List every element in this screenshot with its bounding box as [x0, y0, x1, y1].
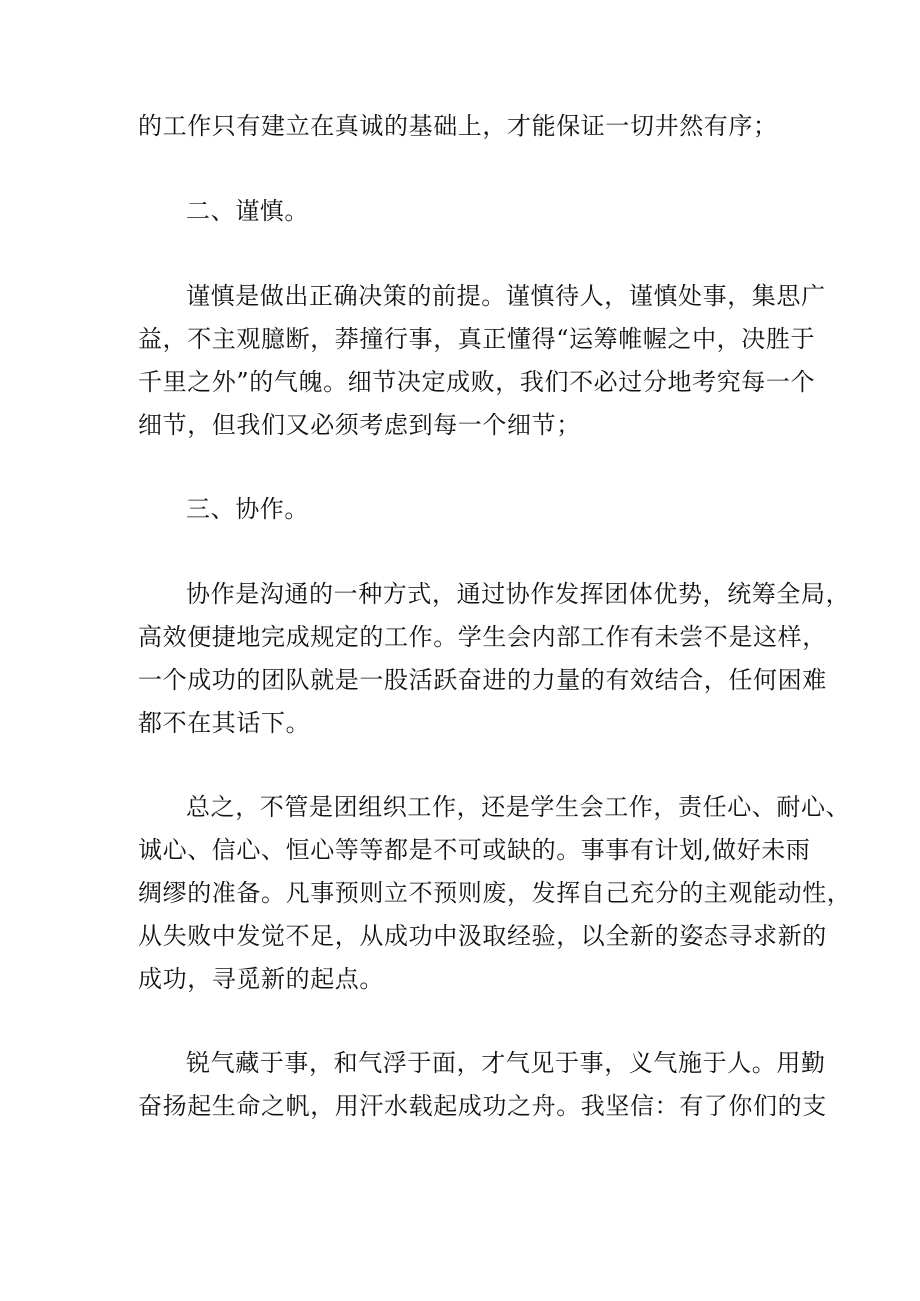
text-line: 协作是沟通的一种方式，通过协作发挥团体优势，统筹全局， — [186, 580, 851, 608]
text-line: 一个成功的团队就是一股活跃奋进的力量的有效结合，任何困难 — [138, 666, 827, 694]
text-line: 总之，不管是团组织工作，还是学生会工作，责任心、耐心、 — [186, 793, 851, 821]
text-line: 成功，寻觅新的起点。 — [138, 965, 384, 993]
text-line: 从失败中发觉不足，从成功中汲取经验，以全新的姿态寻求新的 — [138, 922, 827, 950]
text-line: 高效便捷地完成规定的工作。学生会内部工作有未尝不是这样， — [138, 623, 827, 651]
text-line: 千里之外”的气魄。细节决定成败，我们不必过分地考究每一个 — [138, 368, 816, 396]
text-line: 锐气藏于事，和气浮于面，才气见于事，义气施于人。用勤 — [186, 1049, 826, 1077]
text-line: 的工作只有建立在真诚的基础上，才能保证一切井然有序； — [138, 112, 778, 140]
text-line: 细节，但我们又必须考虑到每一个细节； — [138, 411, 581, 439]
text-line: 诚心、信心、恒心等等都是不可或缺的。事事有计划,做好未雨 — [138, 836, 811, 864]
text-line: 奋扬起生命之帆，用汗水载起成功之舟。我坚信：有了你们的支 — [138, 1092, 827, 1120]
section-heading: 二、谨慎。 — [186, 197, 309, 225]
text-line: 益，不主观臆断，莽撞行事，真正懂得“运筹帷幄之中，决胜于 — [138, 325, 816, 353]
section-heading: 三、协作。 — [186, 495, 309, 523]
text-line: 绸缪的准备。凡事预则立不预则废，发挥自己充分的主观能动性， — [138, 879, 852, 907]
text-line: 都不在其话下。 — [138, 709, 311, 737]
text-line: 谨慎是做出正确决策的前提。谨慎待人，谨慎处事，集思广 — [186, 282, 826, 310]
